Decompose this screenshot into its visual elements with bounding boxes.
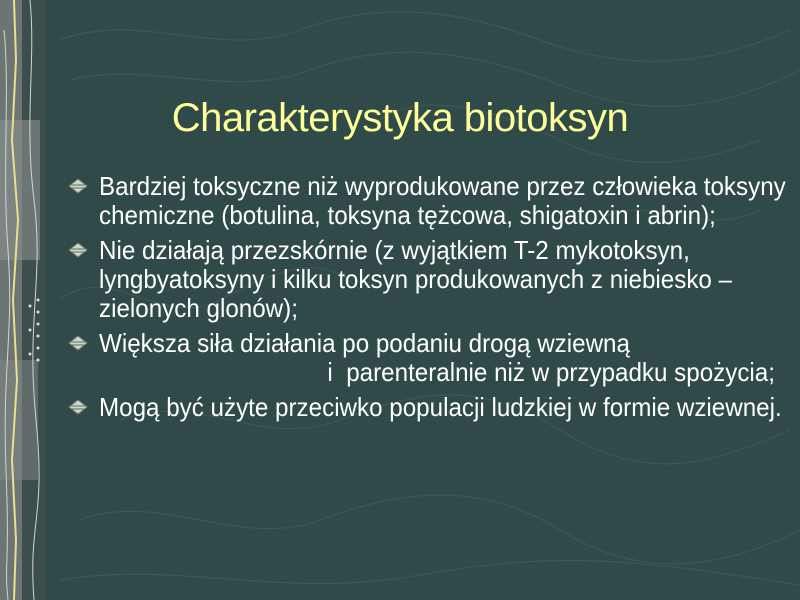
slide-title: Charakterystyka biotoksyn (171, 96, 629, 140)
bullet-item (66, 171, 793, 230)
diamond-bullet-icon (68, 399, 88, 415)
bullet-item (66, 392, 782, 422)
bullet-text: Większa siła działania po podaniu drogą wziewną i parenteralnie niż w przypadku spożycia; (99, 328, 775, 387)
bullet-item (66, 236, 766, 323)
diamond-bullet-icon (68, 335, 88, 351)
bullet-item (66, 328, 775, 387)
diamond-bullet-icon (68, 242, 88, 258)
bullet-text: Mogą być użyte przeciwko populacji ludzkiej w formie wziewnej. (99, 392, 782, 422)
bullet-text: Bardziej toksyczne niż wyprodukowane przez człowieka toksyny chemiczne (botulina, toksyna tężcowa, shigatoxin i abrin); (99, 171, 793, 230)
diamond-bullet-icon (68, 178, 88, 194)
bullet-text: Nie działają przezskórnie (z wyjątkiem T-2 mykotoksyn, lyngbyatoksyny i kilku toksyn produkowanych z niebiesko – zielonych glonów); (99, 235, 739, 323)
bullet-list (66, 171, 793, 428)
left-decorative-strip (0, 0, 46, 600)
